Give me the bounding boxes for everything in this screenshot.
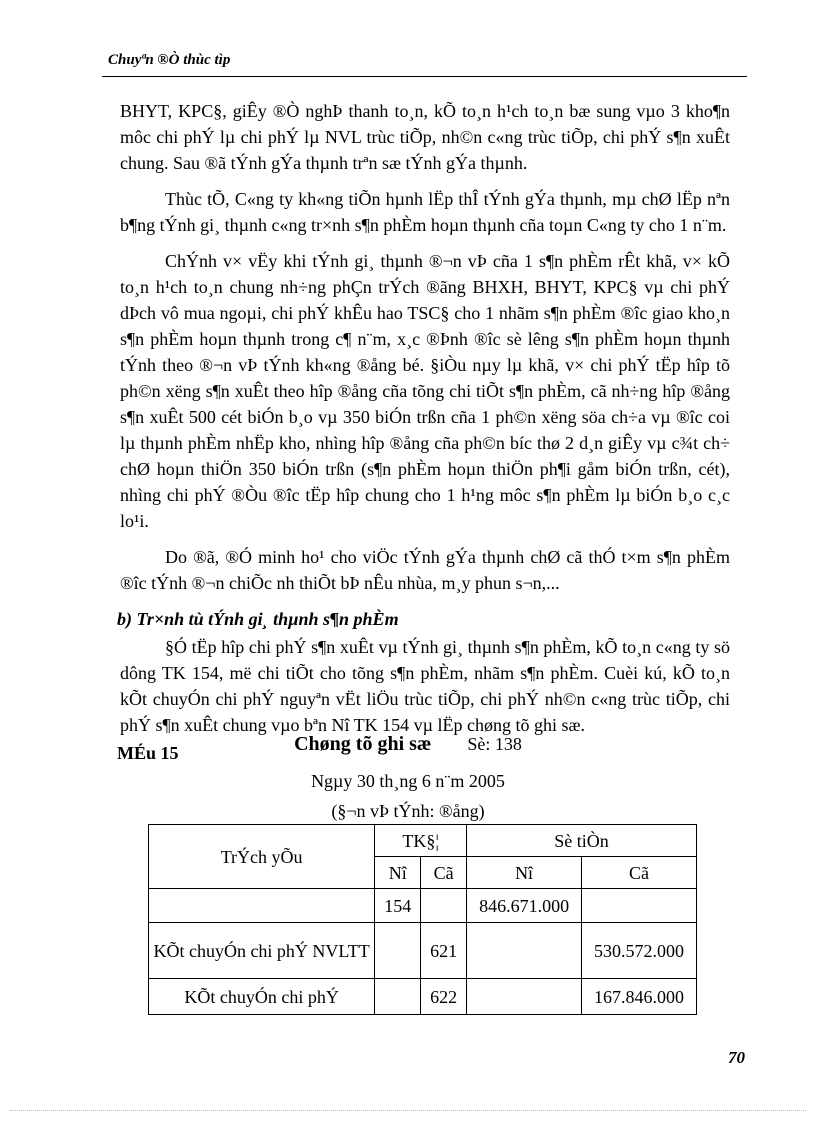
row-summary: KÕt chuyÓn chi phÝ (149, 979, 375, 1015)
page-number: 70 (728, 1048, 745, 1067)
row-credit-acct (421, 889, 467, 923)
paragraph-3: ChÝnh v× vËy khi tÝnh gi¸ thµnh ®¬n vÞ cña 1 s¶n phÈm rÊt khã, v× kÕ to¸n h¹ch to¸n chung nh÷ng phÇn trÝch ®ãng BHXH, BHYT, KPC§ vµ chi phÝ dÞch vô mua ngoµi, chi phÝ khÊu hao TSC§ cho 1 nhãm s¶n phÈm ®îc giao kho¸n s¶n phÈm hoµn thµnh trong c¶ n¨m, x¸c ®Þnh ®îc sè lêng s¶n phÈm hoµn thµnh tÝnh theo ®¬n vÞ tÝnh kh«ng ®ång bé. §iÒu nµy lµ khã, v× chi phÝ tËp hîp tõ ph©n xëng s¶n xuÊt theo hîp ®ång cña tõng chi tiÕt s¶n phÈm, cã nh÷ng hîp ®ång s¶n xuÊt 500 cét biÓn b¸o vµ 350 biÓn trßn cña 1 ph©n xëng söa ch÷a vµ ®îc coi lµ thµnh phÈm nhËp kho, nhìng hîp ®ång cña ph©n bíc thø 2 d¸n giÊy vµ c¾t ch÷ chØ hoµn thiÖn 350 biÓn trßn (s¶n phÈm hoµn thiÖn ph¶i gåm biÓn trßn, cét), nhìng chi phÝ ®Òu ®îc tËp hîp chung cho 1 h¹ng môc s¶n phÈm lµ biÓn b¸o c¸c lo¹i. (120, 251, 730, 531)
header-credit-amt: Cã (582, 857, 697, 889)
row-summary (149, 889, 375, 923)
row-credit-amt: 167.846.000 (582, 979, 697, 1015)
header-debit-amt: Nî (467, 857, 582, 889)
voucher-number: Sè: 138 (467, 734, 522, 754)
table-row (149, 923, 697, 979)
section-b-paragraph: §Ó tËp hîp chi phÝ s¶n xuÊt vµ tÝnh gi¸ thµnh s¶n phÈm, kÕ to¸n c«ng ty sö dông TK 154, më chi tiÕt cho tõng s¶n phÈm, nhãm s¶n phÈm. Cuèi kú, kÕ to¸n kÕt chuyÓn chi phÝ nguyªn vËt liÖu trùc tiÕp, chi phÝ nh©n c«ng trùc tiÕp, chi phÝ s¶n xuÊt chung vµo bªn Nî TK 154 vµ lËp chøng tõ ghi sæ. (120, 637, 730, 735)
header-credit-acct: Cã (421, 857, 467, 889)
row-debit-amt: 846.671.000 (467, 889, 582, 923)
header-amount: Sè tiÒn (467, 825, 697, 857)
running-header: Chuyªn ®Ò thùc tìp (108, 52, 231, 68)
form-label: MÉu 15 (117, 743, 179, 763)
header-rule (102, 76, 747, 77)
row-debit-amt (467, 979, 582, 1015)
header-account: TK§¦ (375, 825, 467, 857)
paragraph-1: BHYT, KPC§, giÊy ®Ò nghÞ thanh to¸n, kÕ to¸n h¹ch to¸n bæ sung vµo 3 kho¶n môc chi phÝ lµ chi phÝ lµ NVL trùc tiÕp, nh©n c«ng trùc tiÕp, chi phÝ s¶n xuÊt chung. Sau ®ã tÝnh gÝa thµnh trªn sæ tÝnh gÝa thµnh. (120, 101, 730, 173)
voucher-title: Chøng tõ ghi sæ (294, 733, 432, 755)
voucher-table (148, 824, 697, 1015)
table-row (149, 889, 697, 923)
voucher-title-line (0, 733, 816, 756)
section-b-heading: b) Tr×nh tù tÝnh gi¸ thµnh s¶n phÈm (117, 609, 399, 629)
row-debit-acct: 154 (375, 889, 421, 923)
row-debit-amt (467, 923, 582, 979)
body-text (117, 98, 730, 766)
voucher-unit: (§¬n vÞ tÝnh: ®ång) (331, 801, 485, 821)
row-credit-acct: 622 (421, 979, 467, 1015)
row-credit-acct: 621 (421, 923, 467, 979)
row-credit-amt: 530.572.000 (582, 923, 697, 979)
header-debit-acct: Nî (375, 857, 421, 889)
row-debit-acct (375, 923, 421, 979)
voucher-date: Ngµy 30 th¸ng 6 n¨m 2005 (311, 771, 505, 791)
paragraph-4: Do ®ã, ®Ó minh ho¹ cho viÖc tÝnh gÝa thµnh chØ cã thÓ t×m s¶n phÈm ®îc tÝnh ®¬n chiÕc nh thiÕt bÞ nÊu nhùa, m¸y phun s¬n,... (120, 547, 730, 593)
row-summary: KÕt chuyÓn chi phÝ NVLTT (149, 923, 375, 979)
paragraph-2: Thùc tÕ, C«ng ty kh«ng tiÕn hµnh lËp thÎ tÝnh gÝa thµnh, mµ chØ lËp nªn b¶ng tÝnh gi¸ thµnh c«ng tr×nh s¶n phÈm hoµn thµnh cña toµn C«ng ty cho 1 n¨m. (120, 189, 730, 235)
row-debit-acct (375, 979, 421, 1015)
table-row (149, 979, 697, 1015)
header-summary: TrÝch yÕu (149, 825, 375, 889)
row-credit-amt (582, 889, 697, 923)
footer-rule (10, 1110, 806, 1111)
